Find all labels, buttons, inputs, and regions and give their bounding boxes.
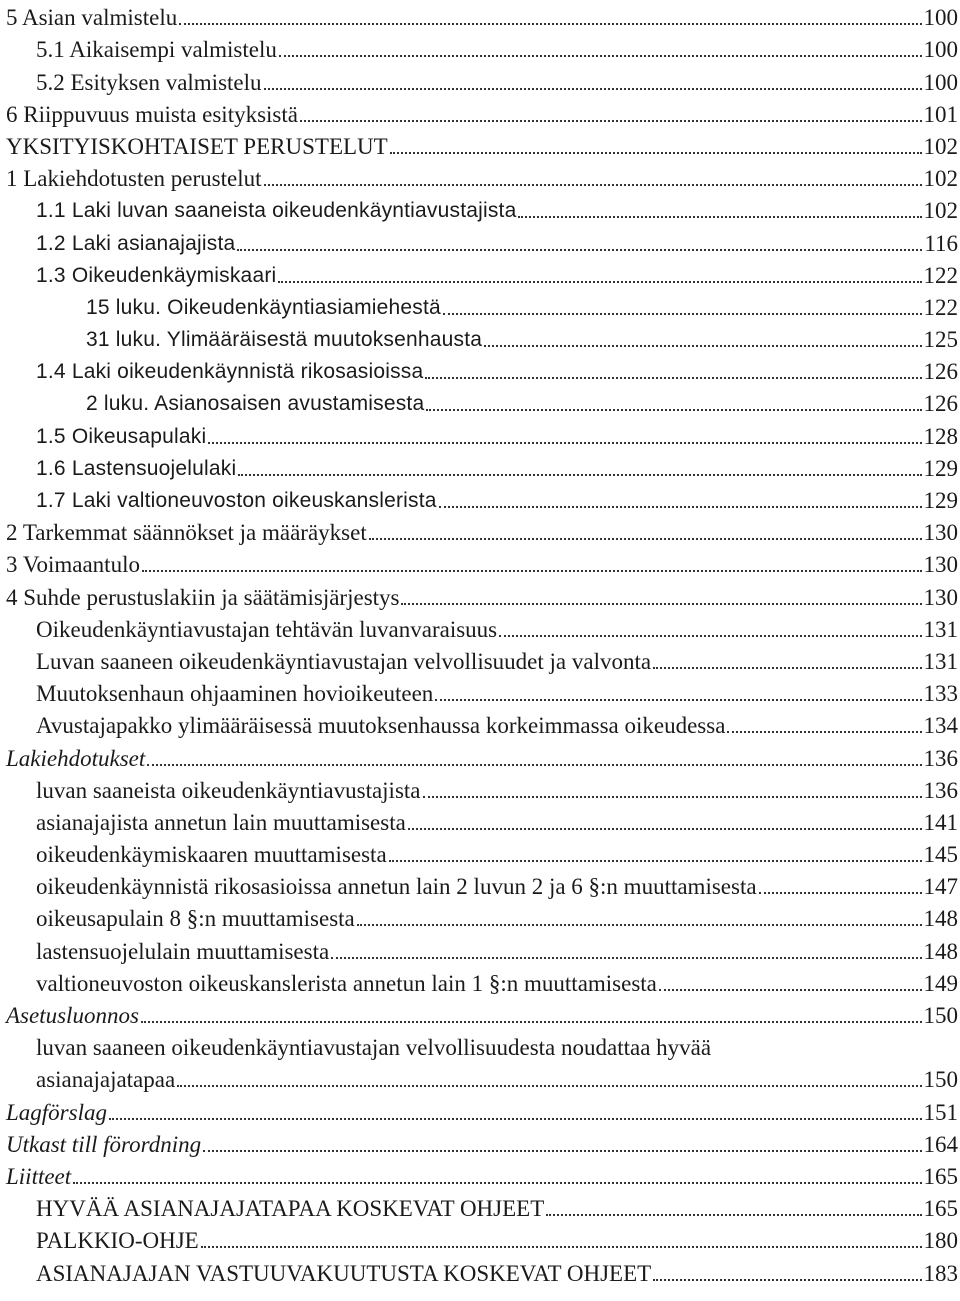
toc-entry[interactable] [0, 97, 960, 129]
toc-entry-title: PALKKIO-OHJE [36, 1228, 199, 1254]
toc-entry-page-number: 102 [923, 166, 958, 192]
dot-leader [408, 828, 922, 830]
toc-entry-page-number: 122 [923, 294, 958, 320]
toc-entry-title: oikeudenkäymiskaaren muuttamisesta [36, 842, 387, 868]
toc-entry-title: 2 luku. Asianosaisen avustamisesta [86, 392, 425, 416]
toc-entry[interactable] [0, 354, 960, 386]
toc-entry[interactable] [0, 869, 960, 901]
toc-entry-page-number: 122 [923, 262, 958, 288]
toc-entry-title: 4 Suhde perustuslakiin ja säätämisjärjestys [6, 584, 400, 610]
toc-entry[interactable] [0, 483, 960, 515]
dot-leader [727, 731, 921, 733]
dot-leader [109, 1118, 922, 1120]
dot-leader [653, 667, 921, 669]
dot-leader [237, 249, 922, 251]
dot-leader [369, 538, 922, 540]
toc-entry-page-number: 129 [923, 455, 958, 481]
dot-leader [426, 409, 921, 411]
toc-entry[interactable] [0, 1127, 960, 1159]
toc-entry-title: Utkast till förordning [6, 1131, 202, 1157]
toc-entry-page-number: 128 [923, 423, 958, 449]
dot-leader [390, 152, 922, 154]
dot-leader [425, 377, 921, 379]
toc-entry-page-number: 131 [923, 648, 958, 674]
toc-entry-title: oikeudenkäynnistä rikosasioissa annetun lain 2 luvun 2 ja 6 §:n muuttamisesta [36, 874, 757, 900]
dot-leader [264, 88, 922, 90]
toc-entry-title: lastensuojelulain muuttamisesta [36, 938, 330, 964]
dot-leader [238, 474, 921, 476]
toc-entry-title: Oikeudenkäyntiavustajan tehtävän luvanvaraisuus [36, 616, 498, 642]
toc-entry-page-number: 165 [923, 1163, 958, 1189]
toc-entry-page-number: 130 [923, 520, 958, 546]
toc-entry[interactable] [0, 290, 960, 322]
toc-entry-page-number: 126 [923, 391, 958, 417]
toc-entry-title: luvan saaneen oikeudenkäyntiavustajan velvollisuudesta noudattaa hyvää [36, 1035, 712, 1061]
dot-leader [147, 764, 921, 766]
dot-leader [484, 345, 921, 347]
toc-entry[interactable] [0, 998, 960, 1030]
toc-entry[interactable] [0, 193, 960, 225]
toc-entry-title: 6 Riippuvuus muista esityksistä [6, 101, 298, 127]
toc-entry[interactable] [0, 322, 960, 354]
toc-entry-page-number: 180 [923, 1228, 958, 1254]
toc-entry-page-number: 148 [923, 938, 958, 964]
toc-entry[interactable] [0, 644, 960, 676]
toc-entry[interactable] [0, 1255, 960, 1287]
dot-leader [389, 860, 922, 862]
toc-entry-page-number: 100 [923, 37, 958, 63]
toc-entry-page-number: 102 [923, 198, 958, 224]
toc-entry[interactable] [0, 708, 960, 740]
toc-entry-page-number: 134 [923, 713, 958, 739]
dot-leader [201, 1246, 922, 1248]
dot-leader [653, 1279, 921, 1281]
toc-entry-page-number: 101 [923, 101, 958, 127]
toc-entry[interactable] [0, 1094, 960, 1126]
toc-entry[interactable] [0, 901, 960, 933]
dot-leader [73, 1182, 921, 1184]
toc-entry-title: 1 Lakiehdotusten perustelut [6, 166, 262, 192]
dot-leader [659, 989, 922, 991]
toc-entry[interactable] [0, 64, 960, 96]
dot-leader [759, 892, 922, 894]
toc-entry-page-number: 145 [923, 842, 958, 868]
dot-leader [300, 120, 922, 122]
toc-entry-page-number: 130 [923, 552, 958, 578]
toc-entry-title: 31 luku. Ylimääräisestä muutoksenhausta [86, 328, 483, 352]
toc-entry[interactable] [0, 515, 960, 547]
dot-leader [142, 570, 922, 572]
dot-leader [423, 796, 922, 798]
toc-entry-title: Liitteet [6, 1163, 72, 1189]
toc-entry[interactable] [0, 676, 960, 708]
toc-entry-title: asianajajista annetun lain muuttamisesta [36, 809, 406, 835]
toc-entry[interactable] [0, 805, 960, 837]
toc-entry[interactable] [0, 1062, 960, 1094]
toc-entry[interactable] [0, 32, 960, 64]
toc-entry-page-number: 130 [923, 584, 958, 610]
dot-leader [443, 313, 922, 315]
toc-entry-page-number: 125 [923, 327, 958, 353]
toc-entry-page-number: 147 [923, 874, 958, 900]
toc-entry-title: luvan saaneista oikeudenkäyntiavustajista [36, 777, 421, 803]
toc-entry[interactable] [0, 1159, 960, 1191]
toc-entry[interactable] [0, 451, 960, 483]
dot-leader [546, 1214, 921, 1216]
toc-entry[interactable] [0, 225, 960, 257]
toc-entry[interactable] [0, 386, 960, 418]
toc-entry[interactable] [0, 933, 960, 965]
toc-entry-title: oikeusapulain 8 §:n muuttamisesta [36, 906, 355, 932]
toc-entry-title: 15 luku. Oikeudenkäyntiasiamiehestä [86, 295, 441, 319]
toc-entry[interactable] [0, 740, 960, 772]
toc-entry[interactable] [0, 837, 960, 869]
dot-leader [279, 55, 922, 57]
dot-leader [208, 442, 921, 444]
toc-entry-page-number: 148 [923, 906, 958, 932]
dot-leader [177, 1085, 921, 1087]
toc-entry-title: Asetusluonnos [6, 1003, 139, 1028]
toc-entry-page-number: 129 [923, 488, 958, 513]
toc-entry-page-number: 100 [923, 5, 958, 31]
toc-entry-title: 3 Voimaantulo [6, 552, 140, 578]
dot-leader [518, 216, 921, 218]
toc-entry-page-number: 150 [923, 1003, 958, 1028]
toc-entry-page-number: 183 [923, 1260, 958, 1286]
toc-entry-title: 5 Asian valmistelu [6, 5, 178, 31]
toc-entry-page-number: 136 [923, 745, 958, 771]
toc-entry[interactable] [0, 418, 960, 450]
toc-entry-page-number: 131 [923, 616, 958, 642]
toc-entry-title: 1.7 Laki valtioneuvoston oikeuskanslerista [36, 489, 437, 512]
toc-entry-title: 1.5 Oikeusapulaki [36, 424, 207, 448]
toc-entry-title: valtioneuvoston oikeuskanslerista annetun lain 1 §:n muuttamisesta [36, 970, 657, 996]
toc-entry[interactable] [0, 0, 960, 32]
toc-entry-title: Avustajapakko ylimääräisessä muutoksenhaussa korkeimmassa oikeudessa [36, 713, 726, 739]
toc-entry[interactable] [0, 161, 960, 193]
dot-leader [439, 506, 922, 508]
dot-leader [203, 1150, 921, 1152]
dot-leader [141, 1021, 922, 1023]
toc-entry[interactable] [0, 966, 960, 998]
toc-entry-title: ASIANAJAJAN VASTUUVAKUUTUSTA KOSKEVAT OHJEET [36, 1260, 652, 1286]
toc-entry-title: Lagförslag [6, 1099, 107, 1125]
toc-entry[interactable] [0, 579, 960, 611]
toc-entry-page-number: 164 [923, 1131, 958, 1157]
toc-entry-title: 1.4 Laki oikeudenkäynnistä rikosasioissa [36, 360, 424, 384]
toc-entry-title: 1.3 Oikeudenkäymiskaari [36, 263, 277, 287]
toc-entry-title: 2 Tarkemmat säännökset ja määräykset [6, 520, 367, 546]
toc-entry-page-number: 126 [923, 359, 958, 385]
toc-entry-title: Luvan saaneen oikeudenkäyntiavustajan velvollisuudet ja valvonta [36, 648, 652, 674]
toc-entry-page-number: 116 [924, 230, 958, 256]
toc-entry[interactable] [0, 612, 960, 644]
toc-entry[interactable] [0, 258, 960, 290]
toc-entry-title: 1.2 Laki asianajajista [36, 231, 236, 255]
toc-entry-page-number: 102 [923, 133, 958, 159]
toc-entry-title: 1.1 Laki luvan saaneista oikeudenkäyntiavustajista [36, 199, 517, 223]
toc-entry-title: HYVÄÄ ASIANAJAJATAPAA KOSKEVAT OHJEET [36, 1196, 545, 1222]
toc-entry-title: asianajajatapaa [36, 1067, 176, 1093]
toc-entry[interactable] [0, 773, 960, 805]
toc-entry[interactable] [0, 1191, 960, 1223]
dot-leader [401, 603, 921, 605]
dot-leader [264, 184, 922, 186]
dot-leader [179, 23, 921, 25]
toc-entry-title: 5.1 Aikaisempi valmistelu [36, 37, 277, 63]
toc-entry-page-number: 133 [923, 681, 958, 707]
toc-entry[interactable] [0, 1030, 960, 1062]
toc-entry-page-number: 165 [923, 1196, 958, 1222]
toc-entry-title: Lakiehdotukset [6, 745, 146, 771]
dot-leader [499, 635, 921, 637]
dot-leader [357, 924, 922, 926]
toc-entry-title: Muutoksenhaun ohjaaminen hovioikeuteen [36, 681, 434, 707]
dot-leader [435, 699, 921, 701]
toc-entry-title: YKSITYISKOHTAISET PERUSTELUT [6, 133, 388, 159]
toc-entry-page-number: 150 [923, 1067, 958, 1093]
toc-entry[interactable] [0, 1223, 960, 1255]
toc-entry-page-number: 136 [923, 777, 958, 803]
toc-entry[interactable] [0, 547, 960, 579]
toc-entry-page-number: 151 [923, 1099, 958, 1125]
dot-leader [278, 281, 921, 283]
dot-leader [331, 957, 921, 959]
toc-entry-page-number: 100 [923, 69, 958, 95]
toc-entry[interactable] [0, 129, 960, 161]
toc-entry-title: 5.2 Esityksen valmistelu [36, 69, 262, 95]
toc-entry-page-number: 149 [923, 970, 958, 996]
toc-entry-page-number: 141 [923, 809, 958, 835]
toc-entry-title: 1.6 Lastensuojelulaki [36, 456, 237, 480]
